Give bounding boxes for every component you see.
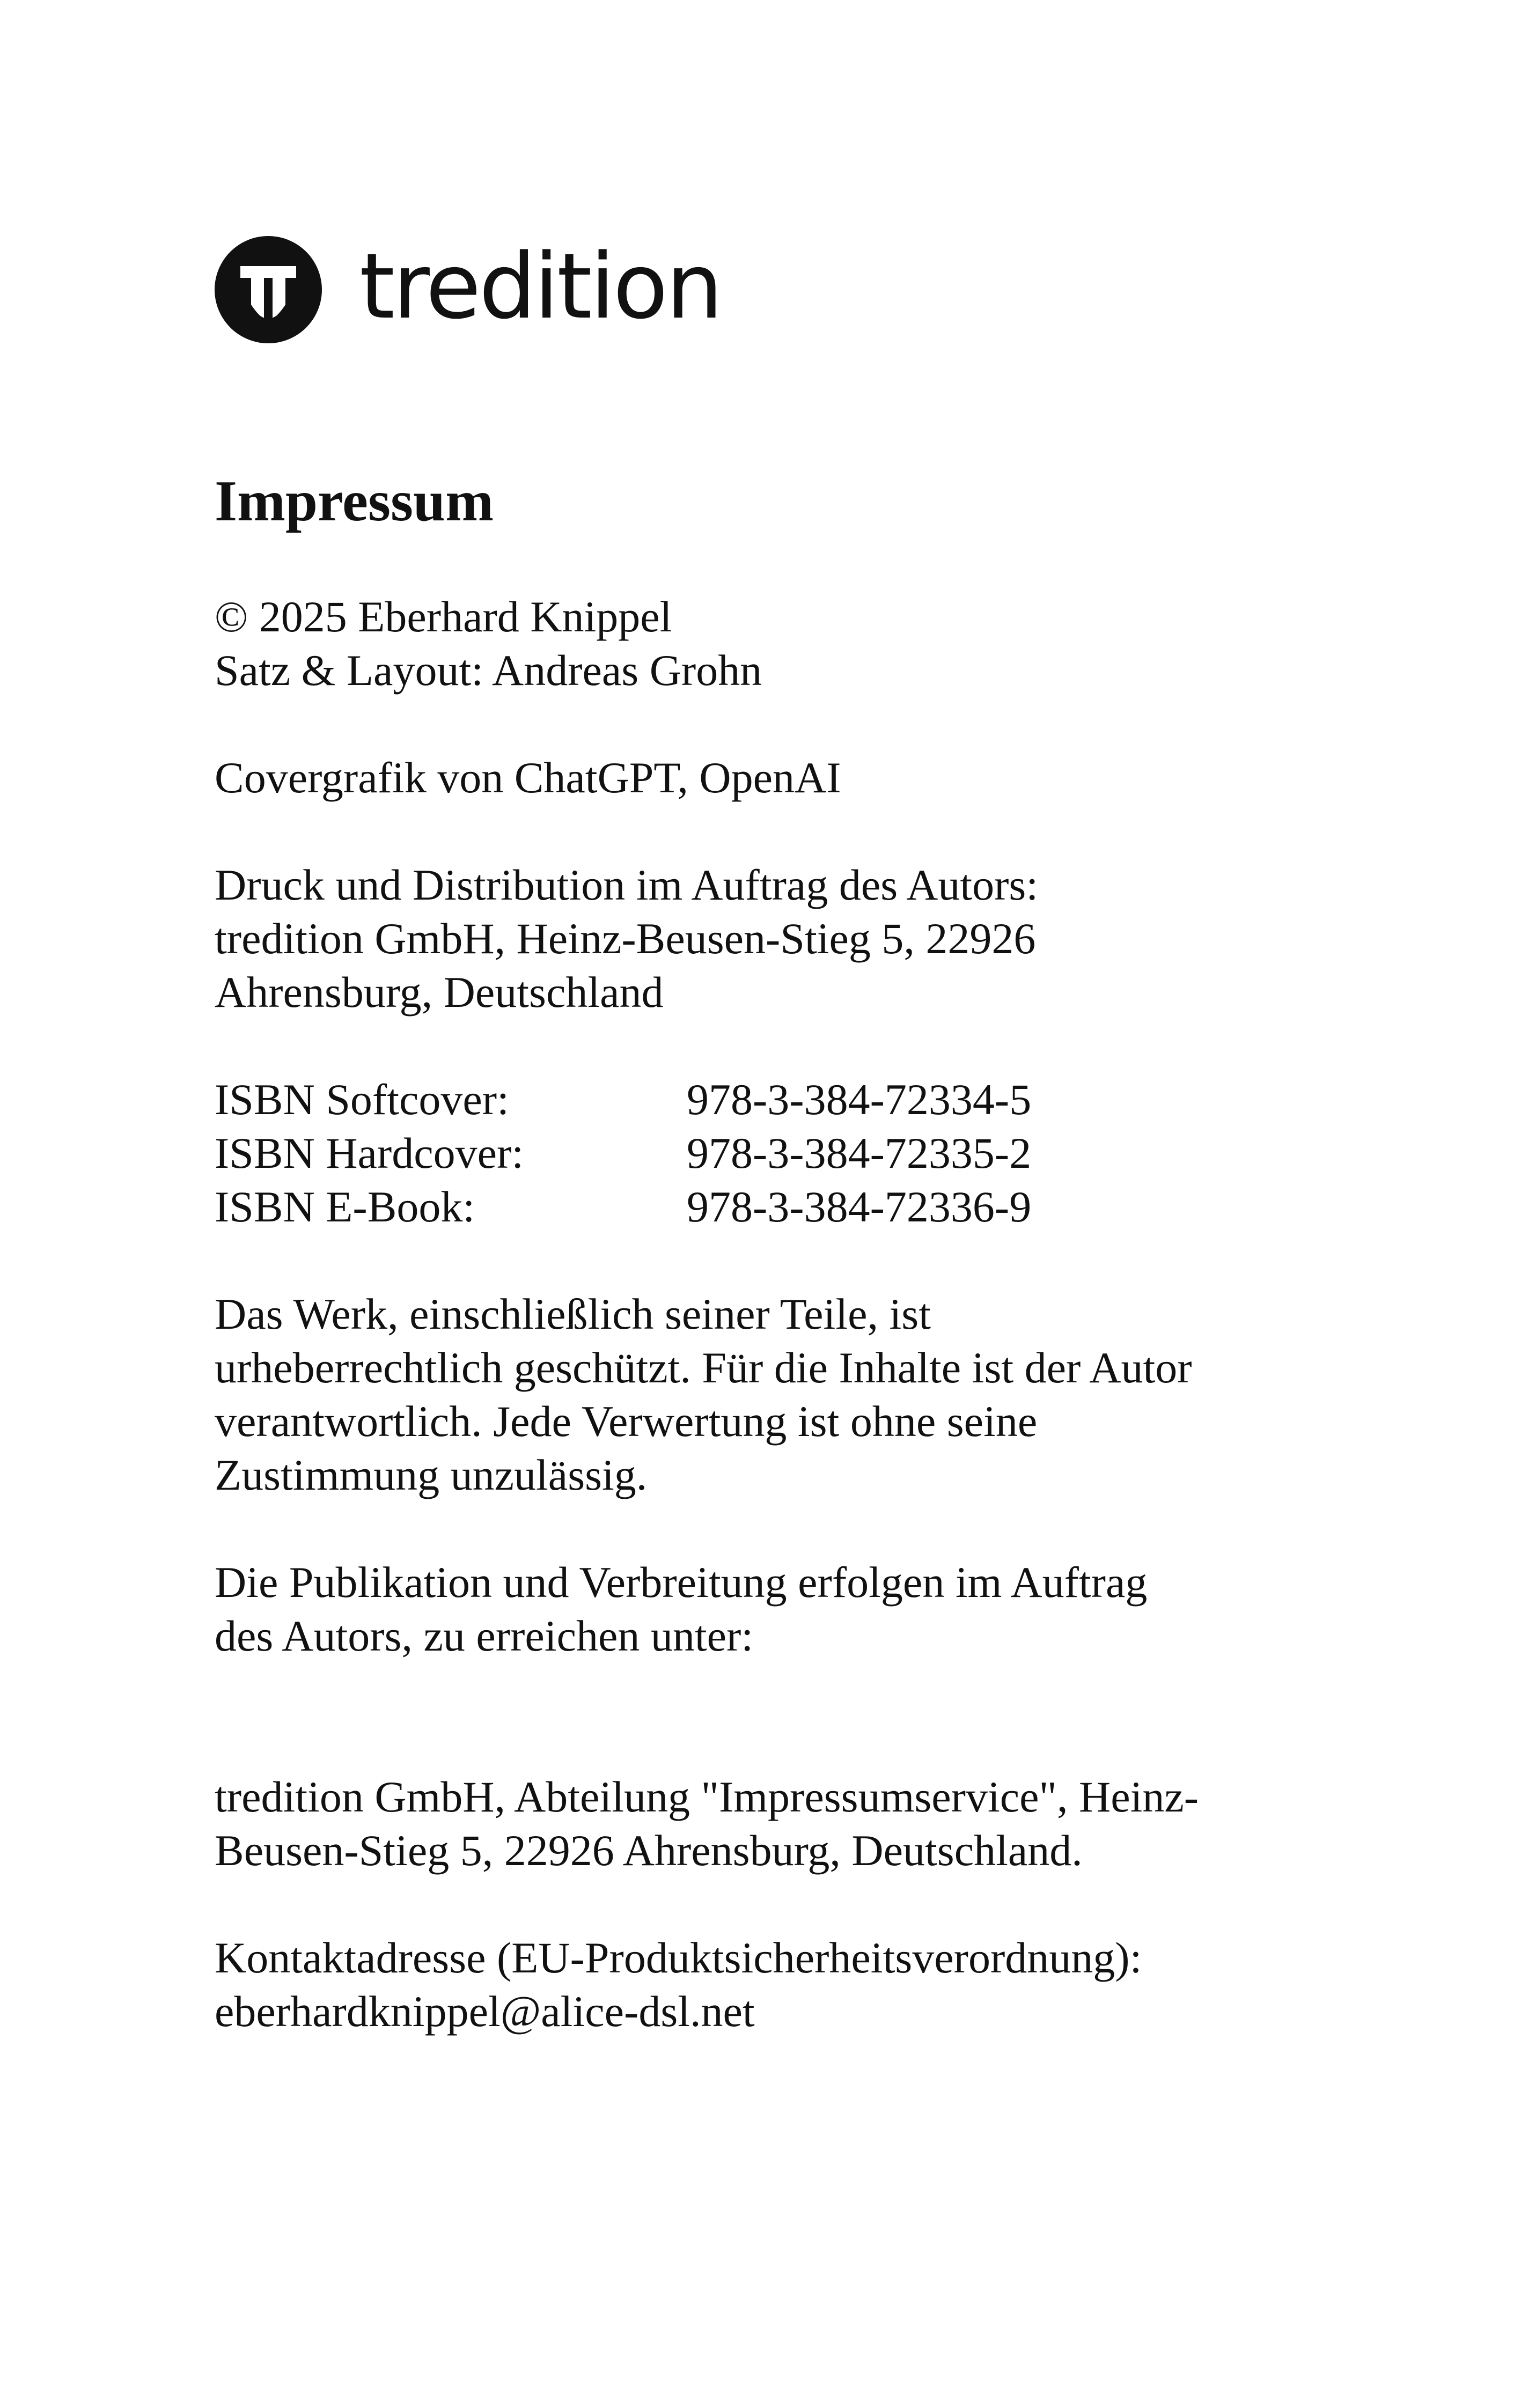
page-title: Impressum — [215, 469, 494, 533]
isbn-row-ebook — [215, 1180, 1341, 1234]
publication-line: Die Publikation und Verbreitung erfolgen im Auftrag — [215, 1557, 1148, 1607]
copyright-notice — [215, 1287, 1341, 1502]
tredition-logo-icon — [215, 236, 322, 343]
distribution-block — [215, 858, 1341, 1019]
impressum-content — [215, 467, 1341, 2092]
publication-notice — [215, 1556, 1341, 1663]
contact-email: eberhardknippel@alice-dsl.net — [215, 1986, 755, 2036]
isbn-row-softcover — [215, 1073, 1341, 1126]
layout-credit-line: Satz & Layout: Andreas Grohn — [215, 645, 762, 695]
distribution-line: Ahrensburg, Deutschland — [215, 967, 664, 1017]
distribution-line: tredition GmbH, Heinz-Beusen-Stieg 5, 22926 — [215, 914, 1036, 963]
notice-line: Das Werk, einschließlich seiner Teile, ist — [215, 1289, 931, 1338]
impressum-service-address — [215, 1770, 1341, 1877]
isbn-value: 978-3-384-72334-5 — [687, 1074, 1032, 1124]
isbn-table — [215, 1073, 1341, 1234]
contact-label: Kontaktadresse (EU-Produktsicherheitsverordnung): — [215, 1933, 1142, 1982]
isbn-label: ISBN Hardcover: — [215, 1128, 524, 1177]
distribution-line: Druck und Distribution im Auftrag des Autors: — [215, 860, 1039, 909]
isbn-label: ISBN E-Book: — [215, 1182, 475, 1231]
isbn-value: 978-3-384-72335-2 — [687, 1128, 1032, 1177]
publication-line: des Autors, zu erreichen unter: — [215, 1611, 754, 1660]
notice-line: verantwortlich. Jede Verwertung ist ohne seine — [215, 1396, 1038, 1446]
isbn-label: ISBN Softcover: — [215, 1074, 509, 1124]
publisher-logo — [215, 236, 721, 343]
copyright-block — [215, 590, 1341, 697]
copyright-line: © 2025 Eberhard Knippel — [215, 592, 672, 641]
notice-line: Zustimmung unzulässig. — [215, 1450, 648, 1499]
address-line: tredition GmbH, Abteilung "Impressumservice", Heinz- — [215, 1772, 1199, 1821]
publisher-name: tredition — [359, 234, 721, 339]
cover-credit: Covergrafik von ChatGPT, OpenAI — [215, 753, 841, 802]
isbn-value: 978-3-384-72336-9 — [687, 1182, 1032, 1231]
address-line: Beusen-Stieg 5, 22926 Ahrensburg, Deutschland. — [215, 1825, 1083, 1875]
notice-line: urheberrechtlich geschützt. Für die Inhalte ist der Autor — [215, 1343, 1192, 1392]
isbn-row-hardcover — [215, 1126, 1341, 1180]
contact-block — [215, 1931, 1341, 2038]
